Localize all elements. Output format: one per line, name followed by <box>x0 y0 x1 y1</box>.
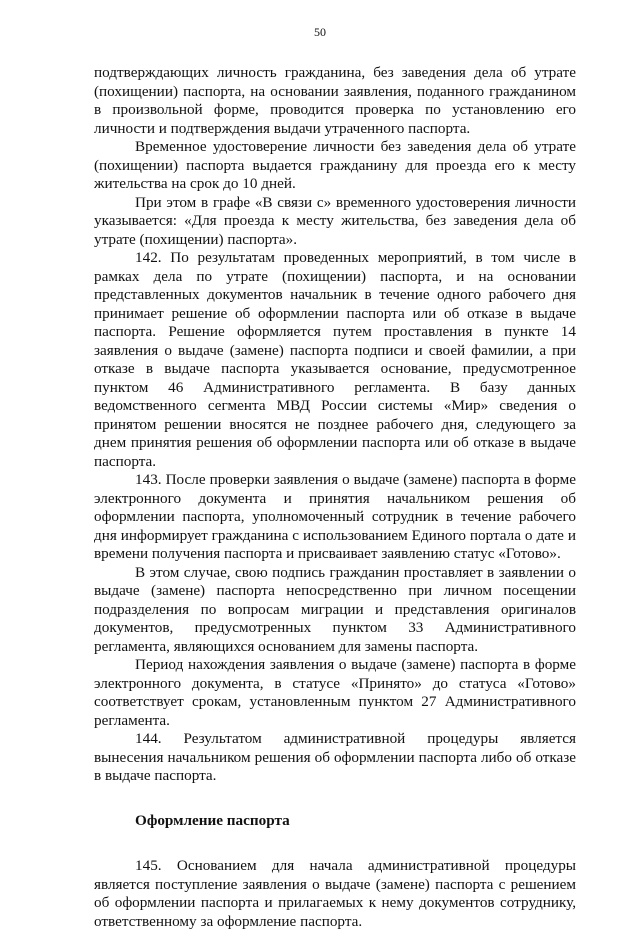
paragraph-status-period: Период нахождения заявления о выдаче (замене) паспорта в форме электронного документа, в статусе «Принято» до статуса «Готово» соответствует срокам, установленным пунктом 27 Административного регламента. <box>94 656 576 729</box>
paragraph-144: 144. Результатом административной процедуры является вынесения начальником решения об оформлении паспорта либо об отказе в выдаче паспорта. <box>94 730 576 784</box>
paragraph-145: 145. Основанием для начала административной процедуры является поступление заявления о выдаче (замене) паспорта с решением об оформлении паспорта и прилагаемых к нему документов сотруднику, ответственному за оформление паспорта. <box>94 857 576 930</box>
paragraph-in-connection-with: При этом в графе «В связи с» временного удостоверения личности указывается: «Для проезда к месту жительства, без заведения дела об утрате (похищении) паспорта». <box>94 193 576 248</box>
paragraph-143: 143. После проверки заявления о выдаче (замене) паспорта в форме электронного документа и принятия начальником решения об оформлении паспорта, уполномоченный сотрудник в течение рабочего дня информирует гражданина с использованием Единого портала о дате и времени получения паспорта и присваивает заявлению статус «Готово». <box>94 471 576 562</box>
paragraph-142: 142. По результатам проведенных мероприятий, в том числе в рамках дела по утрате (похищении) паспорта, и на основании представленных документов начальник в течение одного рабочего дня принимает решение об оформлении паспорта или об отказе в выдаче паспорта. Решение оформляется путем проставления в пункте 14 заявления о выдаче (замене) паспорта подписи и своей фамилии, а при отказе в выдаче паспорта указывается основание, предусмотренное пунктом 46 Административного регламента. В базу данных ведомственного сегмента МВД России системы «Мир» сведения о принятом решении вносятся не позднее рабочего дня, следующего за днем принятия решения об оформлении паспорта или об отказе в выдаче паспорта. <box>94 249 576 470</box>
paragraph-temporary-id: Временное удостоверение личности без заведения дела об утрате (похищении) паспорта выдается гражданину для проезда его к месту жительства на срок до 10 дней. <box>94 138 576 192</box>
paragraph-signature: В этом случае, свою подпись гражданин проставляет в заявлении о выдаче (замене) паспорта непосредственно при личном посещении подразделения по вопросам миграции и представления оригиналов документов, предусмотренных пунктом 33 Административного регламента, являющихся основанием для замены паспорта. <box>94 563 576 655</box>
page-number: 50 <box>314 25 326 39</box>
document-body <box>94 64 576 931</box>
section-heading: Оформление паспорта <box>135 811 290 829</box>
paragraph-continuation: подтверждающих личность гражданина, без заведения дела об утрате (похищении) паспорта, на основании заявления, поданного гражданином в произвольной форме, проводится проверка по установлению его личности и подтверждения выдачи утраченного паспорта. <box>94 64 576 137</box>
